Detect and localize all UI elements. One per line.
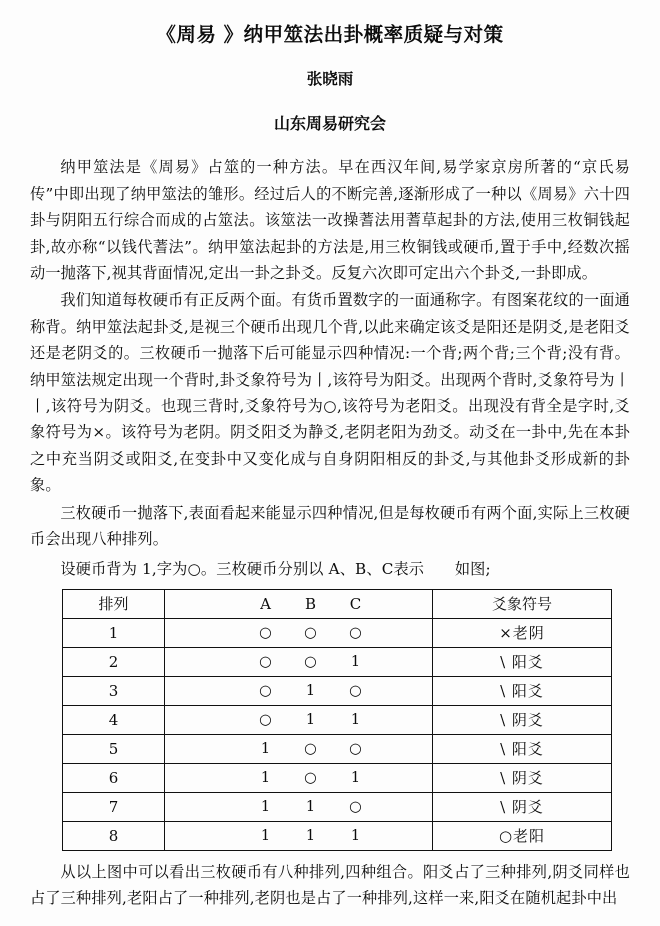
row-coins: [165, 821, 433, 850]
author-name: 张晓雨: [306, 69, 354, 89]
header-symbol: 爻象符号: [433, 589, 612, 618]
coin-b: 1: [305, 798, 316, 815]
coin-b: 1: [305, 682, 316, 699]
table-row: [63, 792, 612, 821]
coin-b: 1: [305, 711, 316, 728]
row-index: 3: [63, 676, 165, 705]
coin-c: 1: [350, 827, 361, 844]
table-row: [63, 647, 612, 676]
table-caption: 设硬币背为 1,字为○。三枚硬币分别以 A、B、C表示 如图;: [60, 560, 491, 579]
coin-a: 1: [260, 740, 271, 757]
coin-c: 1: [350, 769, 361, 786]
affiliation: 山东周易研究会: [273, 114, 386, 134]
coin-c: ○: [349, 624, 362, 641]
page-title: 《周易 》纳甲筮法出卦概率质疑与对策: [156, 23, 504, 46]
row-index: 4: [63, 705, 165, 734]
paragraph-2: 我们知道每枚硬币有正反两个面。有货币置数字的一面通称字。有图案花纹的一面通称背。纳甲筮法起卦爻,是视三个硬币出现几个背,以此来确定该爻是阳还是阴爻,是老阳爻还是老阴爻的。三枚硬币一抛落下后可能显示四种情况:一个背;两个背;三个背;没有背。纳甲筮法规定出现一个背时,卦爻象符号为丨,该符号为阳爻。出现两个背时,爻象符号为丨丨,该符号为阴爻。也现三背时,爻象符号为○,该符号为老阳爻。出现没有背全是字时,爻象符号为×。该符号为老阴。阴爻阳爻为静爻,老阴老阳为劲爻。动爻在一卦中,先在本卦之中充当阴爻或阳爻,在变卦中又变化成与自身阴阳相反的卦爻,与其他卦爻形成新的卦象。: [30, 291, 630, 495]
row-symbol: ○老阳: [433, 821, 612, 850]
table-header-row: [63, 589, 612, 618]
header-coins: [165, 589, 433, 618]
row-coins: [165, 647, 433, 676]
row-coins: [165, 734, 433, 763]
row-symbol: \ 阳爻: [433, 647, 612, 676]
header-coin-b: B: [304, 594, 317, 613]
coin-b: ○: [304, 769, 317, 786]
row-coins: [165, 763, 433, 792]
row-coins: [165, 676, 433, 705]
row-index: 5: [63, 734, 165, 763]
row-coins: [165, 792, 433, 821]
row-symbol: \ 阴爻: [433, 792, 612, 821]
row-index: 8: [63, 821, 165, 850]
paragraph-4: 从以上图中可以看出三枚硬币有八种排列,四种组合。阳爻占了三种排列,阴爻同样也占了三种排列,老阳占了一种排列,老阴也是占了一种排列,这样一来,阳爻在随机起卦中出: [30, 862, 630, 908]
table-body: [63, 618, 612, 850]
coin-a: ○: [259, 624, 272, 641]
coin-b: ○: [304, 624, 317, 641]
coin-b: ○: [304, 653, 317, 670]
table-row: [63, 676, 612, 705]
row-index: 1: [63, 618, 165, 647]
table-row: [63, 821, 612, 850]
paragraph-1: 纳甲筮法是《周易》占筮的一种方法。早在西汉年间,易学家京房所著的“京氏易传”中即出现了纳甲筮法的雏形。经过后人的不断完善,逐渐形成了一种以《周易》六十四卦与阴阳五行综合而成的占筮法。该筮法一改操蓍法用蓍草起卦的方法,使用三枚铜钱起卦,故亦称“以钱代蓍法”。纳甲筮法起卦的方法是,用三枚铜钱或硬币,置于手中,经数次摇动一抛落下,视其背面情况,定出一卦之卦爻。反复六次即可定出六个卦爻,一卦即成。: [30, 158, 630, 282]
coin-c: ○: [349, 798, 362, 815]
body-text: [30, 134, 630, 583]
row-symbol: \ 阴爻: [433, 763, 612, 792]
row-coins: [165, 618, 433, 647]
coin-b: ○: [304, 740, 317, 757]
header-coin-a: A: [260, 594, 271, 613]
arrangement-table-container: [30, 589, 630, 851]
paragraph-3: 三枚硬币一抛落下,表面看起来能显示四种情况,但是每枚硬币有两个面,实际上三枚硬币会出现八种排列。: [30, 503, 630, 549]
coin-a: ○: [259, 653, 272, 670]
coin-a: ○: [259, 682, 272, 699]
row-symbol: ×老阴: [433, 618, 612, 647]
row-index: 7: [63, 792, 165, 821]
coin-b: 1: [305, 827, 316, 844]
row-index: 2: [63, 647, 165, 676]
row-symbol: \ 阳爻: [433, 676, 612, 705]
table-row: [63, 705, 612, 734]
coin-c: 1: [350, 653, 361, 670]
coin-c: ○: [349, 682, 362, 699]
row-coins: [165, 705, 433, 734]
coin-a: 1: [260, 827, 271, 844]
body-text-tail: [30, 851, 630, 912]
table-row: [63, 734, 612, 763]
table-row: [63, 618, 612, 647]
coin-a: 1: [260, 798, 271, 815]
coin-c: ○: [349, 740, 362, 757]
row-index: 6: [63, 763, 165, 792]
coin-c: 1: [350, 711, 361, 728]
header-coin-c: C: [349, 594, 362, 613]
arrangement-table: [62, 589, 612, 851]
header-index: 排列: [63, 589, 165, 618]
row-symbol: \ 阴爻: [433, 705, 612, 734]
row-symbol: \ 阳爻: [433, 734, 612, 763]
table-row: [63, 763, 612, 792]
coin-a: 1: [260, 769, 271, 786]
coin-a: ○: [259, 711, 272, 728]
